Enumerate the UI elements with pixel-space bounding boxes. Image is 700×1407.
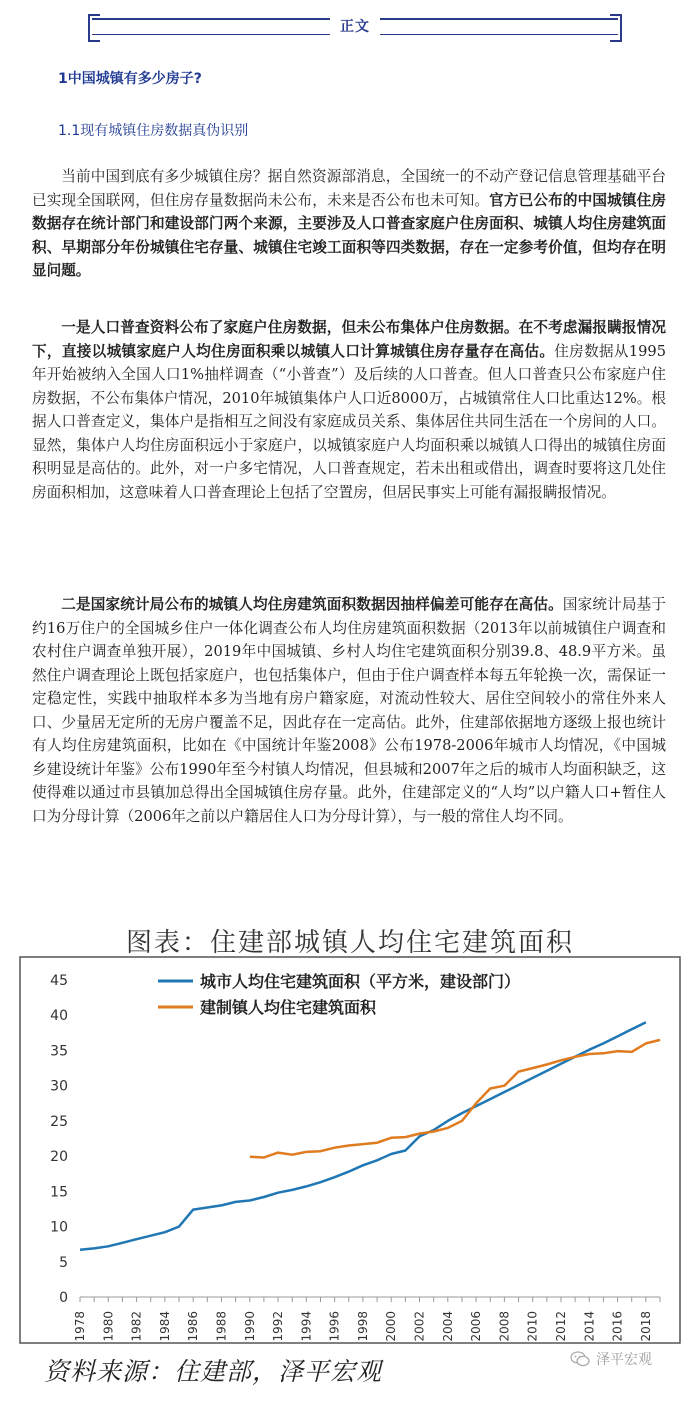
y-tick-label-3: 15 bbox=[50, 1184, 68, 1201]
x-tick-label-1: 1980 bbox=[101, 1311, 116, 1342]
y-tick-label-1: 5 bbox=[59, 1254, 68, 1271]
x-tick-label-8: 1994 bbox=[299, 1311, 314, 1342]
paragraph-intro bbox=[32, 165, 666, 283]
paragraph-intro-bold: 官方已公布的中国城镇住房数据存在统计部门和建设部门两个来源，主要涉及人口普查家庭户住房面积、城镇人均住房建筑面积、早期部分年份城镇住宅存量、城镇住宅竣工面积等四类数据，存在一定参考价值，但均存在明显问题。 bbox=[32, 191, 666, 279]
x-tick-label-5: 1988 bbox=[214, 1311, 229, 1342]
line-chart bbox=[0, 955, 700, 1345]
chart-legend bbox=[158, 972, 520, 1017]
banner-left-bracket bbox=[88, 14, 100, 42]
series-line-1 bbox=[250, 1040, 660, 1158]
x-tick-label-0: 1978 bbox=[73, 1311, 87, 1342]
paragraph-nbs bbox=[32, 593, 666, 828]
chart-axes bbox=[50, 973, 660, 1342]
x-tick-label-2: 1982 bbox=[129, 1311, 144, 1342]
paragraph-intro-normal: 当前中国到底有多少城镇住房？据自然资源部消息，全国统一的不动产登记信息管理基础平台已实现全国联网，但住房存量数据尚未公布，未来是否公布也未可知。 bbox=[32, 168, 666, 209]
section-banner bbox=[92, 12, 618, 40]
y-tick-label-9: 45 bbox=[50, 973, 68, 989]
y-tick-label-4: 20 bbox=[50, 1149, 68, 1166]
x-tick-label-14: 2006 bbox=[469, 1311, 484, 1342]
x-tick-label-3: 1984 bbox=[157, 1311, 172, 1342]
y-tick-label-5: 25 bbox=[50, 1113, 68, 1130]
series-line-0 bbox=[80, 1022, 646, 1250]
y-tick-label-0: 0 bbox=[59, 1290, 68, 1306]
y-tick-label-7: 35 bbox=[50, 1043, 68, 1060]
y-tick-label-2: 10 bbox=[50, 1219, 68, 1236]
legend-label-0: 城市人均住宅建筑面积（平方米，建设部门） bbox=[200, 972, 521, 991]
legend-label-1: 建制镇人均住宅建筑面积 bbox=[200, 998, 377, 1017]
paragraph-nbs-bold: 二是国家统计局公布的城镇人均住房建筑面积数据因抽样偏差可能存在高估。 bbox=[61, 596, 563, 613]
watermark bbox=[570, 1349, 652, 1369]
x-tick-label-9: 1996 bbox=[327, 1311, 342, 1342]
x-tick-label-17: 2012 bbox=[553, 1311, 568, 1342]
x-tick-label-7: 1992 bbox=[271, 1311, 286, 1342]
x-tick-label-18: 2014 bbox=[582, 1311, 597, 1342]
wechat-icon bbox=[570, 1351, 590, 1367]
x-tick-label-6: 1990 bbox=[242, 1311, 257, 1342]
x-tick-label-13: 2004 bbox=[440, 1311, 455, 1342]
paragraph-census-normal: 住房数据从1995年开始被纳入全国人口1%抽样调查（“小普查”）及后续的人口普查。但人口普查只公布家庭户住房数据，不公布集体户情况，2010年城镇集体户人口近8000万，占城镇常住人口比重达12%。根据人口普查定义，集体户是指相互之间没有家庭成员关系、集体居住共同生活在一个房间的人口。显然，集体户人均住房面积远小于家庭户，以城镇家庭户人均面积乘以城镇人口得出的城镇住房面积明显是高估的。此外，对一户多宅情况，人口普查规定，若未出租或借出，调查时要将这几处住房面积相加，这意味着人口普查理论上包括了空置房，但居民事实上可能有漏报瞒报情况。 bbox=[32, 342, 666, 501]
y-tick-label-6: 30 bbox=[50, 1078, 68, 1095]
y-tick-label-8: 40 bbox=[50, 1008, 68, 1025]
x-tick-label-12: 2002 bbox=[412, 1311, 427, 1342]
banner-right-bracket bbox=[610, 14, 622, 42]
watermark-text: 泽平宏观 bbox=[596, 1352, 652, 1368]
paragraph-nbs-normal: 国家统计局基于约16万住户的全国城乡住户一体化调查公布人均住房建筑面积数据（2013年以前城镇住户调查和农村住户调查单独开展），2019年中国城镇、乡村人均住宅建筑面积分别39.8、48.9平方米。虽然住户调查理论上既包括家庭户，也包括集体户，但由于住户调查样本每五年轮换一次，需保证一定稳定性，实践中抽取样本多为当地有房户籍家庭，对流动性较大、居住空间较小的常住外来人口、少量居无定所的无房户覆盖不足，因此存在一定高估。此外，住建部依据地方逐级上报也统计有人均住房建筑面积，比如在《中国统计年鉴2008》公布1978-2006年城市人均情况，《中国城乡建设统计年鉴》公布1990年至今村镇人均情况，但县城和2007年之后的城市人均面积缺乏，这使得难以通过市县镇加总得出全国城镇住房存量。此外，住建部定义的“人均”以户籍人口+暂住人口为分母计算（2006年之前以户籍居住人口为分母计算），与一般的常住人均不同。 bbox=[32, 596, 666, 825]
x-tick-label-19: 2016 bbox=[610, 1311, 625, 1342]
source-note: 资料来源：住建部，泽平宏观 bbox=[44, 1357, 383, 1386]
x-tick-label-10: 1998 bbox=[355, 1311, 370, 1342]
paragraph-census-bold: 一是人口普查资料公布了家庭户住房数据，但未公布集体户住房数据。在不考虑漏报瞒报情况下，直接以城镇家庭户人均住房面积乘以城镇人口计算城镇住房存量存在高估。 bbox=[32, 319, 666, 360]
chart-series bbox=[80, 1022, 660, 1250]
x-tick-label-4: 1986 bbox=[186, 1311, 201, 1342]
heading-1: 1中国城镇有多少房子? bbox=[58, 71, 202, 87]
x-tick-label-15: 2008 bbox=[497, 1311, 512, 1342]
banner-title: 正文 bbox=[330, 16, 380, 36]
x-tick-label-11: 2000 bbox=[384, 1311, 399, 1342]
chart-title: 图表：住建部城镇人均住宅建筑面积 bbox=[125, 928, 574, 958]
x-tick-label-16: 2010 bbox=[525, 1311, 540, 1342]
paragraph-census bbox=[32, 316, 666, 504]
x-tick-label-20: 2018 bbox=[638, 1311, 653, 1342]
heading-1-1: 1.1现有城镇住房数据真伪识别 bbox=[58, 123, 249, 139]
